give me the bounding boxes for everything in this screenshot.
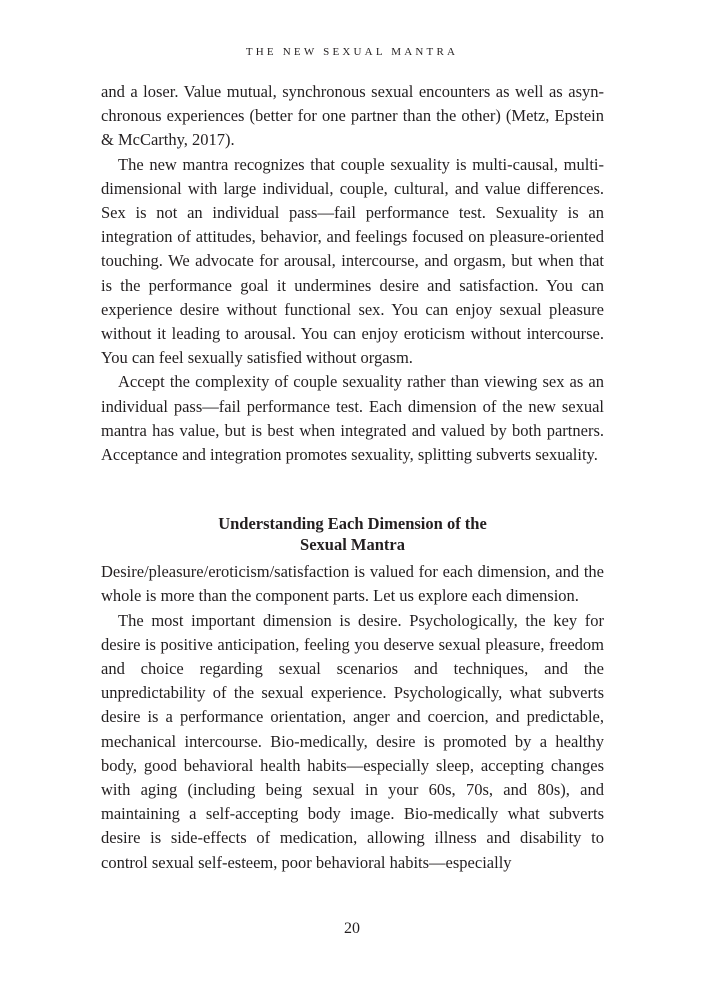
running-head: THE NEW SEXUAL MANTRA — [245, 46, 459, 58]
page-number: 20 — [344, 920, 360, 937]
section-heading-line: Sexual Mantra — [300, 535, 405, 555]
paragraph: The new mantra recognizes that couple sexuality is multi-causal, multi-dimensional with large individual, couple, cultural, and value differences. Sex is not an individual pass—fail performance test. Sexuality is an integration of attitudes, behavior, and feelings focused on pleasure-oriented touching. We advocate for arousal, intercourse, and orgasm, but when that is the performance goal it undermines desire and satisfaction. You can experience desire without functional sex. You can enjoy sexual pleasure without it leading to arousal. You can enjoy eroticism without intercourse. You can feel sexually satisfied without orgasm. — [101, 154, 604, 368]
paragraph: The most important dimension is desire. Psychologically, the key for desire is positive anticipation, feeling you deserve sexual pleasure, freedom and choice regarding sexual scenarios and techniques, and the unpredictability of the sexual experience. Psychologically, what subverts desire is a performance orientation, anger and coercion, and predictable, mechanical intercourse. Bio-medically, desire is promoted by a healthy body, good behavioral health habits—especially sleep, accepting changes with aging (including being sexual in your 60s, 70s, and 80s), and maintaining a self-accepting body image. Bio-medically what subverts desire is side-effects of medication, allowing illness and disability to control sexual self-esteem, poor behavioral habits—especially — [101, 610, 604, 872]
section-heading-line: Understanding Each Dimension of the — [218, 514, 487, 534]
paragraph: Accept the complexity of couple sexuality rather than viewing sex as an individual pass—fail performance test. Each dimension of the new sexual mantra has value, but is best when integrated and valued by both partners. Acceptance and integration promotes sexuality, splitting subverts sexuality. — [101, 372, 604, 465]
body-text — [101, 80, 604, 875]
section-heading — [101, 513, 604, 555]
paragraph: and a loser. Value mutual, synchronous sexual encounters as well as asynchronous experiences (better for one partner than the other) (Metz, Epstein & McCarthy, 2017). — [101, 82, 604, 150]
paragraph: Desire/pleasure/eroticism/satisfaction is valued for each dimension, and the whole is more than the component parts. Let us explore each dimension. — [101, 562, 604, 606]
